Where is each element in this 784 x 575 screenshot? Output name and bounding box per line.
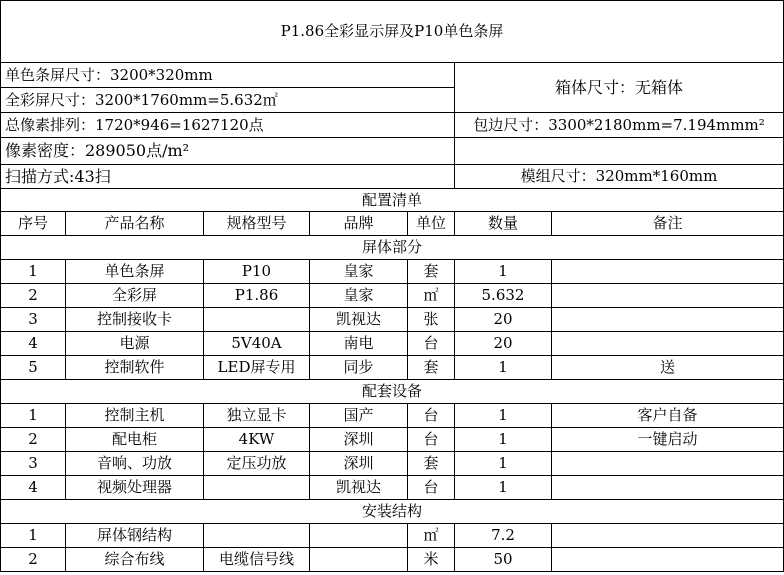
row-no: 1	[1, 260, 66, 284]
mono-size-spec: 单色条屏尺寸：3200*320mm	[1, 63, 455, 88]
row-qty: 50	[455, 548, 552, 572]
pixel-array-spec: 总像素排列：1720*946=1627120点	[1, 113, 455, 138]
header-model: 规格型号	[204, 212, 310, 236]
section-title: 安装结构	[1, 500, 784, 524]
header-no: 序号	[1, 212, 66, 236]
row-unit: ㎡	[408, 284, 455, 308]
row-unit: 套	[408, 356, 455, 380]
table-row	[1, 356, 784, 380]
row-unit: 台	[408, 428, 455, 452]
row-unit: 套	[408, 452, 455, 476]
row-model: 独立显卡	[204, 404, 310, 428]
row-unit: 米	[408, 548, 455, 572]
row-unit: 台	[408, 404, 455, 428]
header-unit: 单位	[408, 212, 455, 236]
row-no: 3	[1, 452, 66, 476]
row-model: P10	[204, 260, 310, 284]
row-model	[204, 308, 310, 332]
section-title: 配套设备	[1, 380, 784, 404]
row-qty: 5.632	[455, 284, 552, 308]
row-no: 2	[1, 428, 66, 452]
header-brand: 品牌	[310, 212, 408, 236]
table-row	[1, 524, 784, 548]
row-no: 2	[1, 548, 66, 572]
row-brand: 凯视达	[310, 308, 408, 332]
row-model: 5V40A	[204, 332, 310, 356]
row-brand: 皇家	[310, 284, 408, 308]
row-note: 客户自备	[552, 404, 784, 428]
row-name: 控制主机	[66, 404, 204, 428]
row-brand: 凯视达	[310, 476, 408, 500]
section-title: 屏体部分	[1, 236, 784, 260]
row-model: 电缆信号线	[204, 548, 310, 572]
table-row	[1, 404, 784, 428]
color-size-spec: 全彩屏尺寸：3200*1760mm=5.632㎡	[1, 88, 455, 113]
row-note: 一键启动	[552, 428, 784, 452]
row-model: LED屏专用	[204, 356, 310, 380]
header-qty: 数量	[455, 212, 552, 236]
row-model	[204, 524, 310, 548]
row-note	[552, 548, 784, 572]
row-qty: 1	[455, 404, 552, 428]
row-name: 视频处理器	[66, 476, 204, 500]
row-brand	[310, 524, 408, 548]
row-note	[552, 332, 784, 356]
config-list-title: 配置清单	[1, 189, 784, 212]
scan-mode-spec: 扫描方式:43扫	[1, 165, 455, 189]
row-name: 全彩屏	[66, 284, 204, 308]
sheet-title: P1.86全彩显示屏及P10单色条屏	[1, 1, 784, 63]
table-row	[1, 476, 784, 500]
row-unit: 台	[408, 476, 455, 500]
row-name: 综合布线	[66, 548, 204, 572]
module-size-spec: 模组尺寸：320mm*160mm	[455, 165, 784, 189]
row-no: 4	[1, 332, 66, 356]
row-note	[552, 452, 784, 476]
row-qty: 1	[455, 260, 552, 284]
table-row	[1, 428, 784, 452]
row-qty: 20	[455, 332, 552, 356]
row-note	[552, 524, 784, 548]
row-no: 1	[1, 404, 66, 428]
edging-size-spec: 包边尺寸：3300*2180mm=7.194mmm²	[455, 113, 784, 138]
header-note: 备注	[552, 212, 784, 236]
row-brand	[310, 548, 408, 572]
row-name: 控制接收卡	[66, 308, 204, 332]
row-unit: ㎡	[408, 524, 455, 548]
row-unit: 套	[408, 260, 455, 284]
row-no: 3	[1, 308, 66, 332]
row-unit: 台	[408, 332, 455, 356]
row-name: 单色条屏	[66, 260, 204, 284]
row-qty: 7.2	[455, 524, 552, 548]
row-model: 4KW	[204, 428, 310, 452]
row-no: 4	[1, 476, 66, 500]
table-row	[1, 332, 784, 356]
row-no: 5	[1, 356, 66, 380]
row-brand: 国产	[310, 404, 408, 428]
sections-body	[1, 236, 784, 572]
row-brand: 深圳	[310, 452, 408, 476]
row-model	[204, 476, 310, 500]
row-qty: 1	[455, 476, 552, 500]
table-row	[1, 548, 784, 572]
row-brand: 同步	[310, 356, 408, 380]
header-row	[1, 212, 784, 236]
table-row	[1, 452, 784, 476]
row-name: 屏体钢结构	[66, 524, 204, 548]
row-model: 定压功放	[204, 452, 310, 476]
table-row	[1, 284, 784, 308]
row-note	[552, 284, 784, 308]
table-row	[1, 308, 784, 332]
row-note	[552, 260, 784, 284]
empty-spec-cell	[455, 138, 784, 165]
row-name: 电源	[66, 332, 204, 356]
row-no: 1	[1, 524, 66, 548]
row-name: 配电柜	[66, 428, 204, 452]
row-qty: 1	[455, 428, 552, 452]
row-qty: 1	[455, 452, 552, 476]
row-no: 2	[1, 284, 66, 308]
table-row	[1, 260, 784, 284]
row-name: 音响、功放	[66, 452, 204, 476]
row-qty: 20	[455, 308, 552, 332]
header-name: 产品名称	[66, 212, 204, 236]
row-qty: 1	[455, 356, 552, 380]
cabinet-size-spec: 箱体尺寸：无箱体	[455, 63, 784, 113]
row-unit: 张	[408, 308, 455, 332]
row-model: P1.86	[204, 284, 310, 308]
row-brand: 皇家	[310, 260, 408, 284]
row-brand: 深圳	[310, 428, 408, 452]
row-note: 送	[552, 356, 784, 380]
pixel-density-spec: 像素密度：289050点/m²	[1, 138, 455, 165]
row-brand: 南电	[310, 332, 408, 356]
row-note	[552, 308, 784, 332]
row-name: 控制软件	[66, 356, 204, 380]
row-note	[552, 476, 784, 500]
